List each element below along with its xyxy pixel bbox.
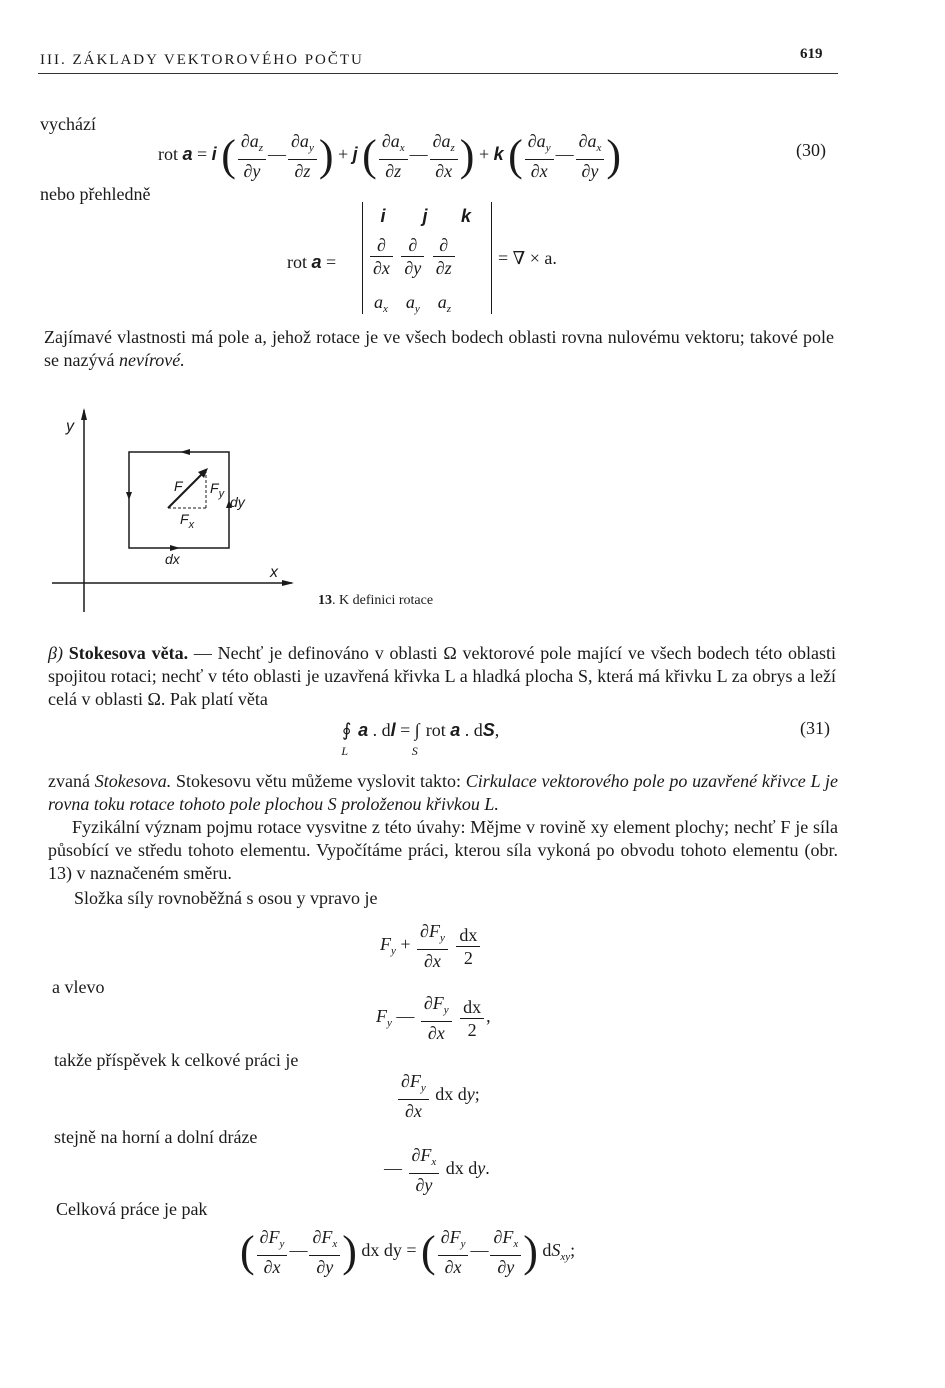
- det-j: j: [422, 206, 428, 226]
- label-Fy: $F_y$: [210, 480, 225, 500]
- det-row-partials: $\frac{\partial}{\partial x}$ $\frac{\partial}{\partial y}$ $\frac{\partial}{\partial z}$: [368, 234, 457, 279]
- paragraph-physical: Fyzikální význam pojmu rotace vysvitne z této úvahy: Mějme v rovině xy element plochy; nechť F je síla působící ve středu tohoto elementu. Vypočítáme práci, kterou síla vykoná po obvodu tohoto elementu (obr. 13) v naznačeném směru.: [48, 817, 838, 883]
- label-Fx: $F_x$: [180, 511, 195, 531]
- equation-fy-left: $F_y$ — $\frac{\partial F_y}{\partial x}$ $\frac{dx}{2}$ ,: [376, 993, 491, 1043]
- equation-number-30: (30): [796, 140, 826, 160]
- y-axis-arrow: [81, 408, 87, 420]
- label-x: x: [270, 564, 278, 581]
- label-F: F: [174, 478, 183, 494]
- rot-label: rot: [158, 144, 178, 165]
- figure-caption: 13. K definici rotace: [318, 593, 434, 608]
- label-y: y: [66, 418, 74, 435]
- equation-30: rot a = i ( $\frac{\partial a_z}{\partial y}$ — $\frac{\partial a_y}{\partial z}$ ) + j ( $\frac{\partial a_x}{\partial z}$ — $\frac{\partial a_z}{\partial x}$ ) + k ( $\frac{\partial a_y}{\partial x}$ — $\frac{\partial a_x}{\partial y}$ ): [158, 131, 622, 181]
- stokes-heading: Stokesova věta.: [68, 643, 189, 663]
- det-nabla-result: = ∇ × a.: [498, 248, 557, 268]
- paragraph-stokes-statement: zvaná Stokesova. Stokesovu větu můžeme vyslovit takto: Cirkulace vektorového pole po uzavřené křivce L je rovna toku rotace tohoto pole plochou S proloženou křivkou L.: [48, 771, 839, 814]
- text-nebo-prehledne: nebo přehledně: [40, 184, 151, 204]
- equation-total: ( $\frac{\partial F_y}{\partial x}$ — $\frac{\partial F_x}{\partial y}$ ) dx dy = ( $\frac{\partial F_y}{\partial x}$ — $\frac{\partial F_x}{\partial y}$ ) $dS_{xy}$;: [240, 1227, 576, 1277]
- running-header: III. ZÁKLADY VEKTOROVÉHO POČTU: [40, 52, 364, 68]
- paragraph-nevirove: Zajímavé vlastnosti má pole a, jehož rotace je ve všech bodech oblasti rovna nulovému vektoru; takové pole se nazývá nevírové.: [44, 327, 834, 370]
- equation-contribution: $\frac{\partial F_y}{\partial x}$ dx dy;: [396, 1070, 480, 1122]
- text-a-vlevo: a vlevo: [52, 977, 105, 997]
- text-contribution: takže příspěvek k celkové práci je: [54, 1050, 299, 1070]
- text-total: Celková práce je pak: [56, 1199, 208, 1219]
- text-component-right: Složka síly rovnoběžná s osou y vpravo je: [74, 888, 378, 908]
- x-axis-arrow: [282, 580, 294, 586]
- equation-fy-right: $F_y$ + $\frac{\partial F_y}{\partial x}$ $\frac{dx}{2}$: [380, 920, 482, 972]
- det-rot-label: rot a =: [287, 252, 337, 272]
- equation-number-31: (31): [800, 718, 830, 738]
- top-arrow: [180, 449, 190, 455]
- paragraph-stokes: β) Stokesova věta. — Nechť je definováno v oblasti Ω vektorové pole mající ve všech bodech této oblasti spojitou rotaci; nechť v této oblasti je uzavřená křivka L a hladká plocha S, která má křivku L za obrys a leží celá v oblasti Ω. Pak platí věta: [48, 643, 836, 709]
- label-dy: dy: [230, 494, 245, 510]
- det-i: i: [380, 206, 386, 226]
- equation-31: $∮_La$ . dl = $\int_Srot$ a . dS,: [341, 720, 500, 758]
- text-same-top-bottom: stejně na horní a dolní dráze: [54, 1127, 258, 1147]
- page-number: 619: [800, 46, 823, 62]
- header-rule: [38, 73, 838, 74]
- det-k: k: [460, 206, 471, 226]
- label-dx: dx: [165, 551, 180, 567]
- area-element: [129, 452, 229, 548]
- figure-13: [40, 400, 310, 615]
- text-vychazi: vychází: [40, 114, 96, 134]
- left-arrow: [126, 492, 132, 500]
- equation-top-bottom: — $\frac{\partial F_x}{\partial y}$ dx dy.: [384, 1145, 490, 1195]
- det-row-components: $a_x$ $a_y$ $a_z$: [374, 292, 452, 315]
